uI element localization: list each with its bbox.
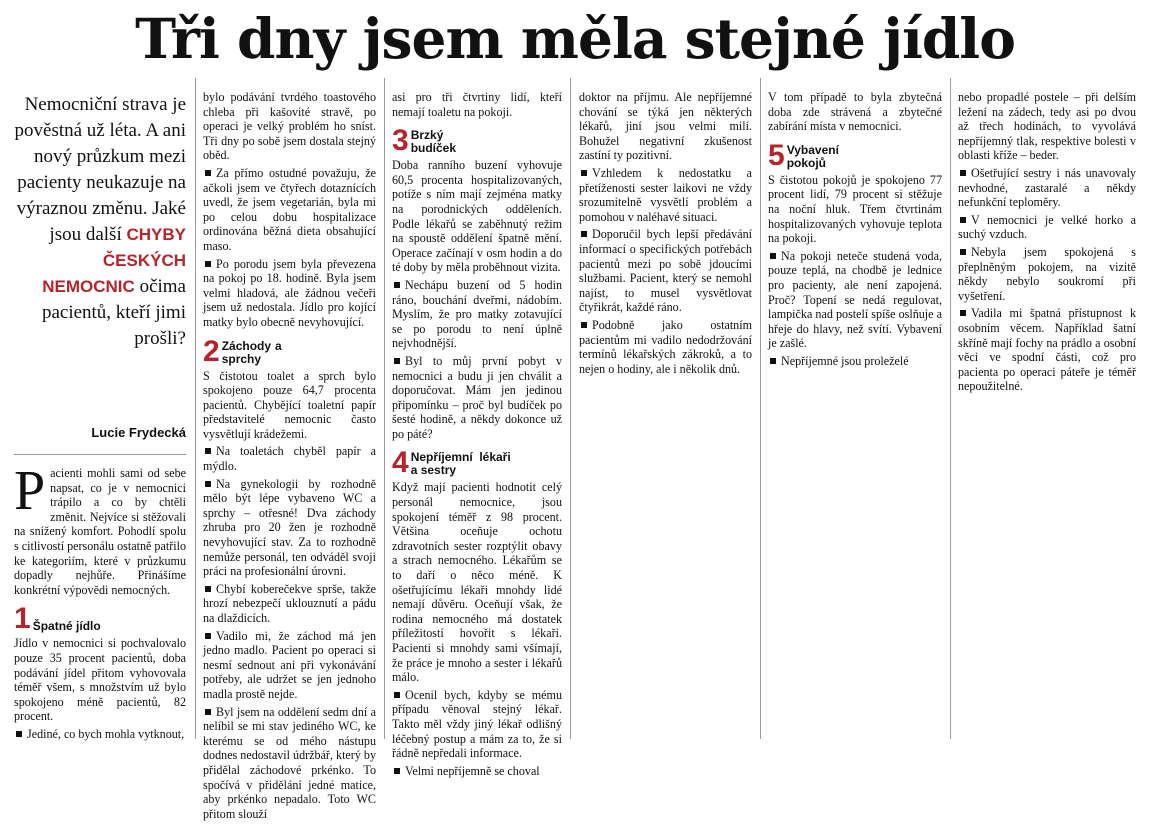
paragraph: V tom případě to byla zbytečná doba zde strávená a zbytečné zabírání místa v nemocnici. xyxy=(768,90,942,134)
bullet-square-icon xyxy=(394,358,400,364)
section-number: 1 xyxy=(14,602,31,636)
author-byline: Lucie Frydecká xyxy=(91,425,186,440)
quote-paragraph: Na pokoji neteče studená voda, pouze teplá, na chodbě je lednice pro pacienty, ale není zapojená. Proč? Topení se nedá regulovat, lampička nad postelí spíše oslňuje a hřeje do hlavy, než svítí. Vybavení je zašlé. xyxy=(768,248,942,351)
article-column-2 xyxy=(203,90,376,824)
bullet-square-icon xyxy=(205,481,211,487)
bullet-square-icon xyxy=(205,709,211,715)
section-title: Nepříjemní lékaři a sestry xyxy=(410,450,511,478)
quote-paragraph: Nechápu buzení od 5 hodin ráno, bouchání dveřmi, nádobím. Myslím, že pro matky zotavující se po porodu to není úplně nejvhodnější. xyxy=(392,277,562,351)
bullet-square-icon xyxy=(205,633,211,639)
lead-text-2: očima pacientů, kteří jimi prošli? xyxy=(41,276,186,349)
divider xyxy=(14,454,186,455)
bullet-square-icon xyxy=(205,586,211,592)
lead-paragraph xyxy=(14,92,186,352)
quote-paragraph: Na toaletách chyběl papír a mýdlo. xyxy=(203,444,376,474)
intro-text: acienti mohli sami od sebe napsat, co je v nemocnici trápilo a co by chtěli změnit. Nejvíce si stěžovali na snížený komfort. Pohodlí spolu s citlivostí personálu ostatně patřilo ke kategoriím, které v průzkumu dopadly nejhůře. Přinášíme konkrétní výpovědi nemocných. xyxy=(14,466,186,597)
bullet-square-icon xyxy=(960,310,966,316)
paragraph: nebo propadlé postele – při delším ležení na zádech, tedy asi po dvou až třech hodinách, to vyvolává nepříjemný tlak, respektive bolesti v oblasti kříže – beder. xyxy=(958,90,1136,163)
section-number: 5 xyxy=(768,138,785,172)
bullet-square-icon xyxy=(581,322,587,328)
quote-paragraph: Za přímo ostudné považuju, že ačkoli jsem ve čtyřech dotaznících uvedl, že jsem vegetarián, byla mi po celou dobu hospitalizace ordinována běžná dieta obsahující maso. xyxy=(203,165,376,253)
lead-text-1: Nemocniční strava je pověstná už léta. A ani nový průzkum mezi pacienty neukazuje na výraznou změnu. Jaké jsou další xyxy=(14,94,186,245)
article-column-6 xyxy=(958,90,1136,397)
column-divider xyxy=(195,78,196,739)
quote-paragraph: Chybí koberečekve sprše, takže hrozí nebezpečí uklouznutí a pádu na dlaždicích. xyxy=(203,581,376,625)
bullet-square-icon xyxy=(394,692,400,698)
bullet-square-icon xyxy=(770,358,776,364)
bullet-square-icon xyxy=(581,170,587,176)
section-number: 4 xyxy=(392,446,409,480)
drop-cap: P xyxy=(14,460,46,522)
intro-paragraph xyxy=(14,460,186,597)
section-title: Záchody a sprchy xyxy=(221,338,282,366)
bullet-square-icon xyxy=(581,231,587,237)
paragraph: bylo podávání tvrdého toastového chleba při kašovité stravě, po operaci je velký problém ho sníst. Tři dny po sobě jsem dostala stejný oběd. xyxy=(203,90,376,163)
paragraph: asi pro tři čtvrtiny lidí, kteří nemají toaletu na pokoji. xyxy=(392,90,562,119)
section-title: Vybavení pokojů xyxy=(786,142,839,170)
bullet-square-icon xyxy=(394,282,400,288)
quote-paragraph: V nemocnici je velké horko a suchý vzduch. xyxy=(958,212,1136,242)
headline: Tři dny jsem měla stejné jídlo xyxy=(135,6,1015,71)
quote-paragraph: Byl jsem na oddělení sedm dní a nelíbil se mi stav jediného WC, ke kterému se od mého nástupu dodnes nedostavil údržbář, který by přidělal záchodové prkénko. To spočívá v přidělání jedné matice, aby prkénko nepadalo. Toto WC přitom slouží xyxy=(203,704,376,821)
quote-paragraph: Nebyla jsem spokojená s přeplněným pokojem, na vizitě někdy nebylo soukromí při vyšetření. xyxy=(958,244,1136,303)
section-heading-4 xyxy=(392,446,562,480)
section-number: 3 xyxy=(392,124,409,158)
bullet-square-icon xyxy=(960,217,966,223)
bullet-square-icon xyxy=(205,261,211,267)
quote-paragraph: Vadilo mi, že záchod má jen jedno madlo. Pacient po operaci si nesmí sednout ani při vykonávání potřeby, ale udržet se jen jednoho madla prostě nejde. xyxy=(203,628,376,701)
bullet-square-icon xyxy=(394,768,400,774)
section-heading-3 xyxy=(392,124,562,158)
quote-paragraph: Jediné, co bych mohla vytknout, xyxy=(14,727,186,742)
quote-paragraph: Byl to můj první pobyt v nemocnici a budu ji jen chválit a doporučovat. Mám jen jedinou připomínku – proč byl budíček po šesté hodině, a někdy dokonce už po páté? xyxy=(392,353,562,441)
section-number: 2 xyxy=(203,334,220,368)
quote-paragraph: Velmi nepříjemně se choval xyxy=(392,764,562,779)
bullet-square-icon xyxy=(205,170,211,176)
column-divider xyxy=(760,78,761,739)
quote-paragraph: Doporučil bych lepší předávání informací o specifických potřebách pacientů mezi po sobě jdoucími službami. Pacient, který se nemohl najíst, to musel vysvětlovat čtyřikrát, každé ráno. xyxy=(579,227,752,315)
section-heading-2 xyxy=(203,334,376,368)
paragraph: Když mají pacienti hodnotit celý personál nemocnice, jsou spokojení téměř z 98 procent. Většina oceňuje ochotu zdravotních sester rozptýlit obavy a strach nemocného. Lékařům se to daří o něco méně. K ošetřujícímu lékaři mnohdy lidé nemají důvěru. Oceňují však, že rodina nemocného má dostatek příležitostí hovořit s lékaři. Pacienti si mnohdy sami všímají, že práce je mnoho a sester i lékařů málo. xyxy=(392,480,562,685)
quote-paragraph: Vzhledem k nedostatku a přetíženosti sester laikovi ne vždy srozumitelně vysvětlí problém a pomohou v naléhavé situaci. xyxy=(579,165,752,224)
bullet-square-icon xyxy=(16,731,22,737)
article-column-1 xyxy=(14,460,186,745)
bullet-square-icon xyxy=(205,448,211,454)
quote-paragraph: Nepříjemné jsou proleželé xyxy=(768,354,942,369)
paragraph: doktor na příjmu. Ale nepříjemné chování se týká jen některých lékařů, jiní jsou velmi milí. Bohužel negativní zkušenost zastíní ty pozitivní. xyxy=(579,90,752,163)
section-heading-1 xyxy=(14,602,186,636)
article-column-4 xyxy=(579,90,752,379)
column-divider xyxy=(950,78,951,739)
section-title: Brzký budíček xyxy=(410,128,457,156)
bullet-square-icon xyxy=(770,253,776,259)
paragraph: Doba ranního buzení vyhovuje 60,5 procenta hospitalizovaných, potíže s ním mají zejména matky na porodnických odděleních. Podle lékařů se zaběhnutý režim na spoustě oddělení špatně mění. Operace začínají v osm hodin a do té doby by měla proběhnout vizita. xyxy=(392,158,562,275)
paragraph: S čistotou pokojů je spokojeno 77 procent lidí, 79 procent si stěžuje na noční hluk. Třem čtvrtinám hospitalizovaných vyhovuje teplota na pokoji. xyxy=(768,172,942,246)
quote-paragraph: Ošetřující sestry i nás unavovaly nevhodné, zastaralé a někdy nefunkční teploměry. xyxy=(958,165,1136,210)
section-title: Špatné jídlo xyxy=(32,619,101,634)
quote-paragraph: Po porodu jsem byla převezena na pokoj po 18. hodině. Byla jsem velmi hladová, ale žádnou večeři jsem už nedostala. Jídlo pro kojící matky bylo obecně nevyhovující. xyxy=(203,256,376,329)
bullet-square-icon xyxy=(960,170,966,176)
quote-paragraph: Vadila mi špatná přístupnost k osobním věcem. Například šatní skříně mají fochy na prádlo a osobní věci ve spodní části, což pro pacienta po operaci páteře je téměř nepoužitelné. xyxy=(958,306,1136,394)
paragraph: S čistotou toalet a sprch bylo spokojeno pouze 64,7 procenta pacientů. Chybějící toaletní papír představitelé nemocnic často vysvětlují krádežemi. xyxy=(203,368,376,441)
column-divider xyxy=(384,78,385,739)
lead-highlight: CHYBY ČESKÝCH NEMOCNIC xyxy=(42,225,186,296)
quote-paragraph: Na gynekologii by rozhodně mělo být lépe vybaveno WC a sprchy – otřesné! Dva záchody zhruba pro 20 žen je rozhodně nevyhovující stav. Za to rozhodně nemůže personál, ten odváděl svoji práci na profesionální úrovni. xyxy=(203,476,376,579)
bullet-square-icon xyxy=(960,249,966,255)
column-divider xyxy=(570,78,571,739)
article-column-3 xyxy=(392,90,562,781)
section-heading-5 xyxy=(768,138,942,172)
quote-paragraph: Ocenil bych, kdyby se mému případu věnoval stejný lékař. Takto měl vždy jiný lékař odlišný léčebný postup a mám za to, že si řádně nepředali informace. xyxy=(392,687,562,761)
quote-paragraph: Podobně jako ostatním pacientům mi vadilo nedodržování termínů lékařských zákroků, a to nejen o hodiny, ale i několik dnů. xyxy=(579,317,752,376)
paragraph: Jídlo v nemocnici si pochvalovalo pouze 35 procent pacientů, doba podávání jídel přitom vyhovovala téměř všem, s množstvím už bylo spokojeno méně pacientů, 82 procent. xyxy=(14,636,186,724)
article-column-5 xyxy=(768,90,942,372)
